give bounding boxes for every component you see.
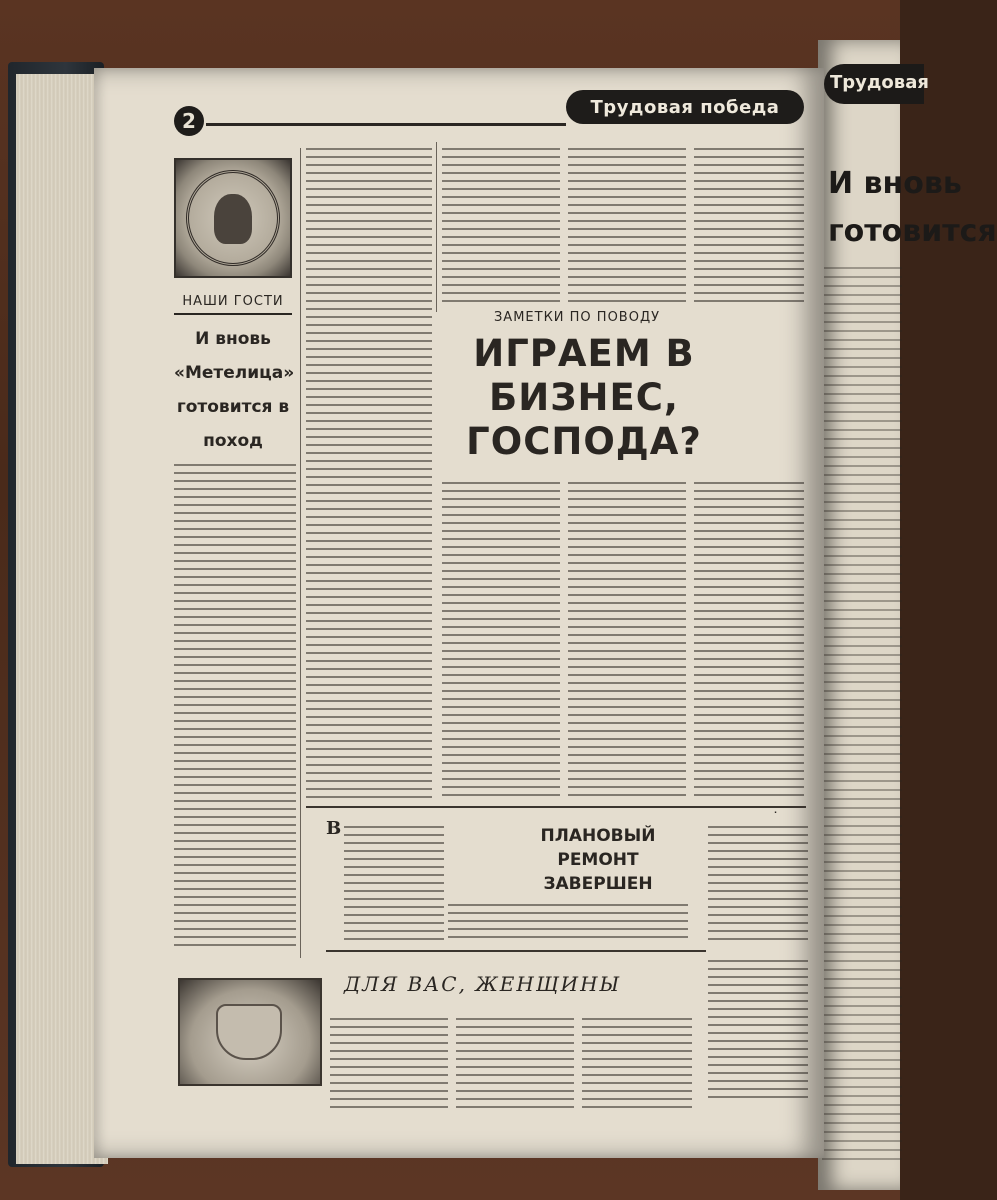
repair-headline: ПЛАНОВЫЙ РЕМОНТ ЗАВЕРШЕН [540, 826, 656, 894]
article-kicker: ЗАМЕТКИ ПО ПОВОДУ [493, 310, 661, 325]
middle-column-text [306, 142, 432, 802]
page-number: 2 [174, 106, 204, 136]
top-column-text [694, 142, 804, 302]
section-label: НАШИ ГОСТИ [174, 294, 292, 315]
repair-article-text [448, 898, 688, 942]
women-article-text [582, 1012, 692, 1108]
cup-shape [216, 1004, 282, 1060]
column-rule [436, 142, 437, 312]
article-byline: · [774, 808, 778, 817]
business-article-text [694, 476, 804, 796]
column-rule [300, 148, 301, 958]
top-column-text [568, 142, 686, 302]
club-emblem-photo [174, 158, 292, 278]
masthead-rule [206, 123, 566, 126]
side-column-text [708, 820, 808, 940]
women-headline: ДЛЯ ВАС, ЖЕНЩИНЫ [344, 972, 622, 996]
next-page-headline: И вновь готовится [828, 166, 997, 249]
guests-headline: И вновь «Метелица» готовится в поход [174, 329, 295, 451]
newspaper-page [94, 68, 824, 1158]
business-article-text [568, 476, 686, 796]
dropcap: В [326, 818, 342, 839]
women-article-text [330, 1012, 448, 1108]
women-article-text [456, 1012, 574, 1108]
section-divider [326, 950, 706, 952]
newspaper-masthead: Трудовая победа [566, 90, 804, 124]
cup-photo [178, 978, 322, 1086]
next-page [818, 40, 997, 1190]
repair-article-text [344, 820, 444, 940]
emblem-figure [214, 194, 252, 244]
business-article-text [442, 476, 560, 796]
next-page-text [822, 260, 902, 1160]
section-divider [306, 806, 806, 808]
side-column-text [708, 954, 808, 1104]
guests-article-text [174, 458, 296, 948]
next-page-masthead: Трудовая [824, 64, 924, 104]
main-headline: ИГРАЕМ В БИЗНЕС, ГОСПОДА? [466, 332, 702, 463]
top-column-text [442, 142, 560, 302]
